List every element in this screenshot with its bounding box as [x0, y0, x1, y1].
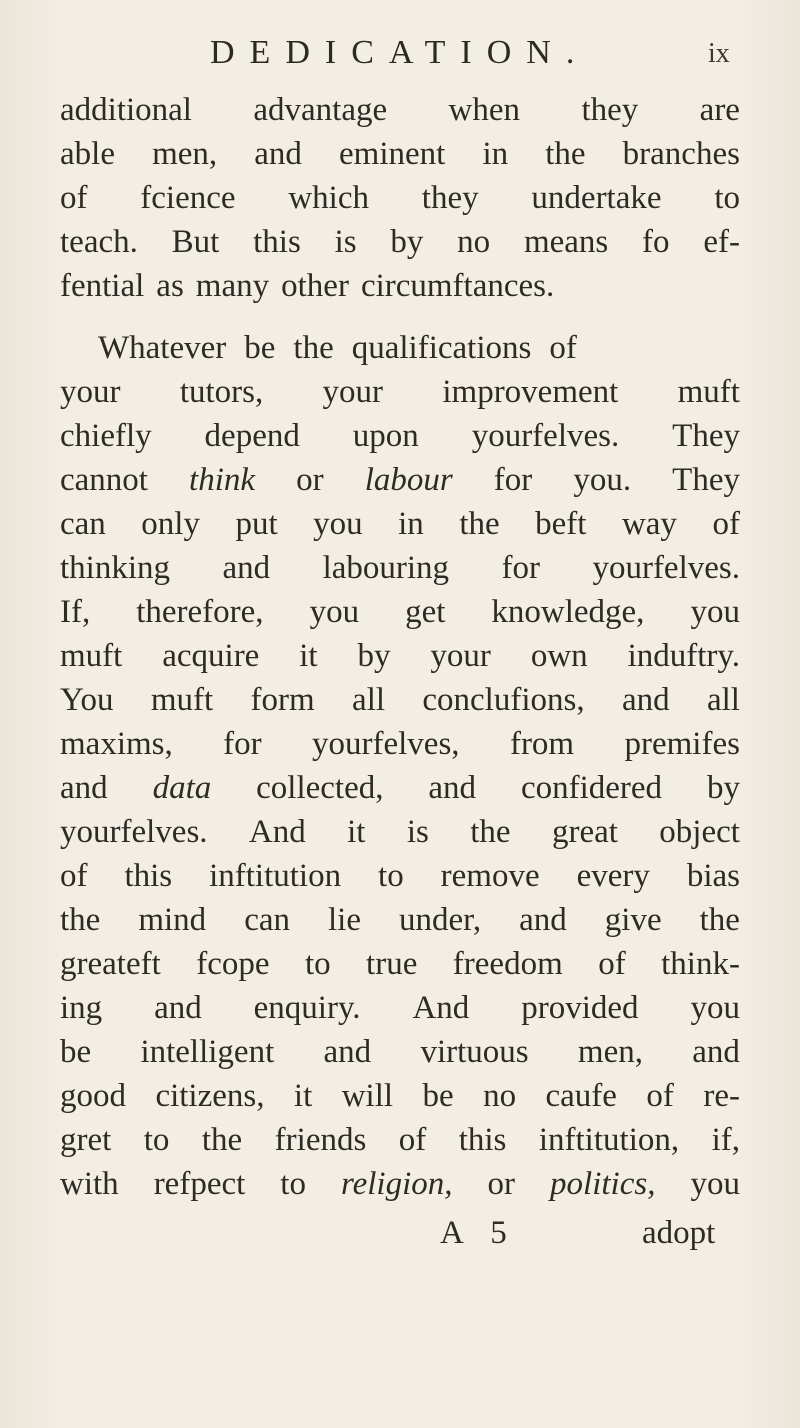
word: you. — [573, 462, 632, 498]
text-line — [60, 986, 740, 1030]
text-line — [60, 88, 740, 132]
word: refpect — [153, 1166, 246, 1202]
word: in — [398, 506, 424, 542]
word: give — [604, 902, 662, 938]
word: of — [712, 506, 740, 542]
word: of — [549, 330, 577, 366]
word: and — [60, 770, 108, 806]
word: the — [470, 814, 511, 850]
word: of — [598, 946, 626, 982]
word: when — [448, 92, 521, 128]
word: eminent — [339, 136, 446, 172]
text-line — [60, 546, 740, 590]
text-line — [60, 898, 740, 942]
text-line — [60, 590, 740, 634]
word: remove — [440, 858, 540, 894]
word: or — [487, 1166, 516, 1202]
word: of — [60, 180, 88, 216]
word: by — [706, 770, 740, 806]
word: labour — [364, 462, 453, 498]
body-text — [60, 88, 740, 1206]
word: muft — [60, 638, 123, 674]
word: inftitution — [209, 858, 342, 894]
word: fcope — [196, 946, 270, 982]
word: by — [357, 638, 391, 674]
word: circumftances. — [360, 268, 555, 304]
word: to — [304, 946, 331, 982]
word: from — [509, 726, 575, 762]
word: re- — [703, 1078, 740, 1114]
word: and — [222, 550, 271, 586]
text-line — [60, 942, 740, 986]
word: by — [390, 224, 424, 260]
text-line — [60, 1030, 740, 1074]
text-line — [60, 1162, 740, 1206]
word: your — [60, 374, 121, 410]
word: You — [60, 682, 114, 718]
word: you — [690, 990, 740, 1026]
text-line — [60, 1074, 740, 1118]
word: ef- — [703, 224, 740, 260]
word: able — [60, 136, 115, 172]
word: And — [248, 814, 306, 850]
text-line — [60, 722, 740, 766]
text-line — [60, 176, 740, 220]
word: confidered — [520, 770, 663, 806]
word: undertake — [531, 180, 662, 216]
page-number: ix — [708, 38, 730, 69]
word: But — [171, 224, 220, 260]
word: labouring — [322, 550, 450, 586]
word: the — [60, 902, 101, 938]
word: in — [482, 136, 509, 172]
word: many — [195, 268, 270, 304]
word: put — [235, 506, 278, 542]
page-header — [0, 34, 800, 74]
word: every — [576, 858, 650, 894]
word: as — [156, 268, 184, 304]
text-line — [60, 458, 740, 502]
word: intelligent — [140, 1034, 275, 1070]
word: is — [406, 814, 429, 850]
word: upon — [352, 418, 419, 454]
word: knowledge, — [491, 594, 645, 630]
word: and — [254, 136, 302, 172]
word: think- — [661, 946, 740, 982]
word: it — [347, 814, 366, 850]
text-line — [60, 370, 740, 414]
word: this — [253, 224, 301, 260]
word: other — [281, 268, 349, 304]
word: politics, — [550, 1166, 656, 1202]
word: you — [313, 506, 363, 542]
word: this — [124, 858, 173, 894]
word: men, — [577, 1034, 643, 1070]
word: under, — [399, 902, 482, 938]
text-line — [60, 854, 740, 898]
word: and — [692, 1034, 740, 1070]
word: premifes — [624, 726, 740, 762]
text-line — [60, 678, 740, 722]
word: be — [60, 1034, 92, 1070]
word: virtuous — [420, 1034, 529, 1070]
word: bias — [686, 858, 740, 894]
word: to — [280, 1166, 306, 1202]
word: If, — [60, 594, 91, 630]
word: to — [714, 180, 740, 216]
word: you — [690, 594, 740, 630]
word: for — [501, 550, 540, 586]
word: and — [323, 1034, 372, 1070]
text-line — [60, 326, 740, 370]
word: will — [341, 1078, 394, 1114]
word: depend — [204, 418, 300, 454]
word: no — [483, 1078, 517, 1114]
word: men, — [152, 136, 218, 172]
word: lie — [328, 902, 361, 938]
word: they — [421, 180, 479, 216]
word: therefore, — [136, 594, 264, 630]
text-line — [60, 220, 740, 264]
text-line — [60, 766, 740, 810]
word: muft — [150, 682, 214, 718]
word: conclufions, — [422, 682, 585, 718]
word: tutors, — [179, 374, 264, 410]
word: fential — [60, 268, 145, 304]
word: true — [366, 946, 418, 982]
word: gret — [60, 1122, 112, 1158]
word: qualifications — [351, 330, 532, 366]
word: chiefly — [60, 418, 152, 454]
word: can — [60, 506, 106, 542]
word: they — [581, 92, 639, 128]
word: citizens, — [155, 1078, 265, 1114]
word: induftry. — [627, 638, 740, 674]
word: you — [690, 1166, 740, 1202]
word: advantage — [253, 92, 388, 128]
word: think — [189, 462, 256, 498]
word: and — [154, 990, 202, 1026]
word: the — [293, 330, 334, 366]
word: of — [646, 1078, 674, 1114]
word: yourfelves, — [312, 726, 460, 762]
word: means — [523, 224, 609, 260]
word: be — [244, 330, 276, 366]
word: fo — [642, 224, 670, 260]
word: friends — [274, 1122, 367, 1158]
word: for — [493, 462, 533, 498]
word: freedom — [452, 946, 563, 982]
word: it — [293, 1078, 313, 1114]
word: yourfelves. — [60, 814, 208, 850]
word: religion, — [340, 1166, 453, 1202]
word: all — [352, 682, 386, 718]
running-title: DEDICATION. — [210, 34, 590, 71]
word: of — [60, 858, 88, 894]
word: which — [288, 180, 369, 216]
word: is — [334, 224, 357, 260]
word: And — [412, 990, 470, 1026]
word: own — [530, 638, 588, 674]
word: are — [699, 92, 740, 128]
word: the — [699, 902, 740, 938]
word: way — [621, 506, 677, 542]
word: enquiry. — [253, 990, 361, 1026]
word: cannot — [60, 462, 148, 498]
word: or — [296, 462, 324, 498]
word: only — [141, 506, 200, 542]
word: They — [672, 462, 740, 498]
word: the — [201, 1122, 243, 1158]
text-line — [60, 634, 740, 678]
word: teach. — [60, 224, 138, 260]
word: your — [430, 638, 491, 674]
word: of — [398, 1122, 427, 1158]
word: beft — [535, 506, 587, 542]
word: form — [250, 682, 315, 718]
word: great — [551, 814, 618, 850]
word: your — [322, 374, 384, 410]
signature-mark: A 5 — [440, 1215, 517, 1251]
word: for — [223, 726, 262, 762]
word: branches — [622, 136, 740, 172]
word: the — [545, 136, 586, 172]
text-line — [60, 414, 740, 458]
word: can — [244, 902, 290, 938]
word: if, — [711, 1122, 740, 1158]
word: acquire — [162, 638, 260, 674]
text-line — [60, 264, 740, 308]
text-line — [60, 1118, 740, 1162]
word: be — [422, 1078, 454, 1114]
word: yourfelves. — [592, 550, 740, 586]
word: no — [457, 224, 491, 260]
word: and — [428, 770, 477, 806]
word: you — [309, 594, 360, 630]
word: collected, — [256, 770, 384, 806]
text-line — [60, 502, 740, 546]
word: inftitution, — [538, 1122, 680, 1158]
word: greateft — [60, 946, 161, 982]
word: this — [458, 1122, 507, 1158]
word: data — [152, 770, 212, 806]
word: improvement — [442, 374, 619, 410]
word: the — [459, 506, 500, 542]
word: additional — [60, 92, 192, 128]
word: They — [672, 418, 740, 454]
word: good — [60, 1078, 126, 1114]
word: thinking — [60, 550, 171, 586]
word: and — [621, 682, 670, 718]
word: ing — [60, 990, 103, 1026]
word: fcience — [140, 180, 236, 216]
text-line — [60, 132, 740, 176]
word: yourfelves. — [471, 418, 620, 454]
word: object — [659, 814, 740, 850]
word: Whatever — [98, 330, 227, 366]
word: all — [706, 682, 740, 718]
word: caufe — [545, 1078, 617, 1114]
word: with — [60, 1166, 119, 1202]
word: mind — [138, 902, 207, 938]
word: and — [519, 902, 567, 938]
word: maxims, — [60, 726, 173, 762]
word: it — [299, 638, 318, 674]
word: to — [143, 1122, 170, 1158]
catchword: adopt — [642, 1215, 716, 1251]
word: to — [378, 858, 404, 894]
text-line — [60, 810, 740, 854]
page-footer — [0, 1215, 800, 1259]
word: get — [405, 594, 446, 630]
word: provided — [521, 990, 639, 1026]
word: muft — [677, 374, 740, 410]
